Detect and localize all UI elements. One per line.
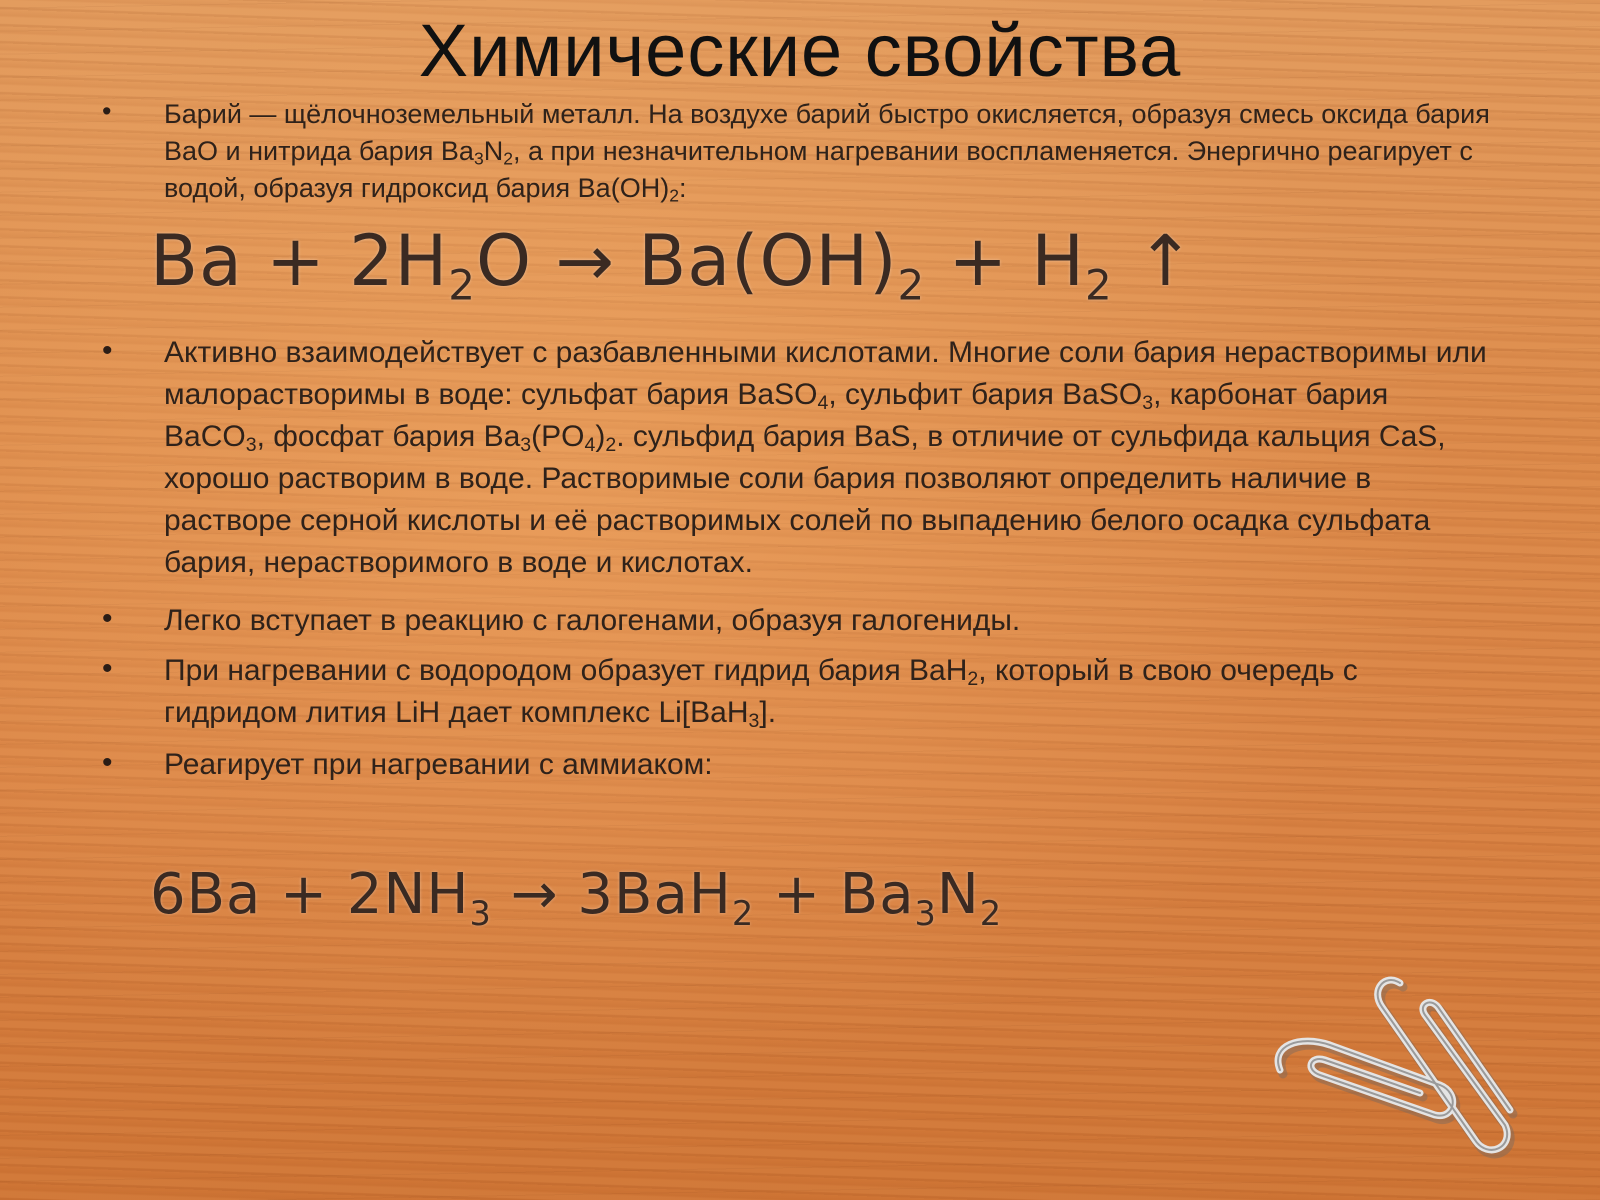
bullet-marker: • <box>102 602 113 635</box>
bullet-text-2: Активно взаимодействует с разбавленными кислотами. Многие соли бария нерастворимы или малорастворимы в воде: сульфат бария BaSO$_4$, сульфит бария BaSO$_3$, карбонат бария BaCO$_3$, фосфат бария $Ba_3(PO_4)_2$. сульфид бария BaS, в отличие от сульфида кальция CaS, хорошо растворим в воде. Растворимые соли бария позволяют определить наличие в растворе серной кислоты и её растворимых солей по выпадению белого осадка сульфата бария, нерастворимого в воде и кислотах. <box>164 336 1487 579</box>
slide-title: Химические свойства <box>418 9 1182 92</box>
paperclip-icon <box>1270 975 1570 1175</box>
equation-barium-water: $Ba + 2H_2O \to Ba(OH)_2 + H_2$ ↑ <box>150 220 1196 310</box>
bullet-text-5: Реагирует при нагревании с аммиаком: <box>164 748 713 781</box>
bullet-marker: • <box>102 746 113 779</box>
bullet-marker: • <box>102 652 113 685</box>
bullet-text-1: Барий — щёлочноземельный металл. На воздухе барий быстро окисляется, образуя смесь оксида бария BaO и нитрида бария $Ba_3N_2$, а при незначительном нагревании воспламеняется. Энергично реагирует с водой, образуя гидроксид бария $Ba(OH)_2$: <box>164 99 1490 206</box>
bullet-marker: • <box>102 96 112 126</box>
bullet-text-4: При нагревании с водородом образует гидрид бария BaH$_2$, который в свою очередь с гидридом лития LiH дает комплекс Li[BaH$_3$]. <box>164 654 1358 732</box>
bullet-marker: • <box>102 334 113 367</box>
equation-barium-ammonia: $6Ba + 2NH_3 \to 3BaH_2 + Ba_3N_2$ <box>150 862 1003 933</box>
bullet-text-3: Легко вступает в реакцию с галогенами, образуя галогениды. <box>164 604 1021 637</box>
